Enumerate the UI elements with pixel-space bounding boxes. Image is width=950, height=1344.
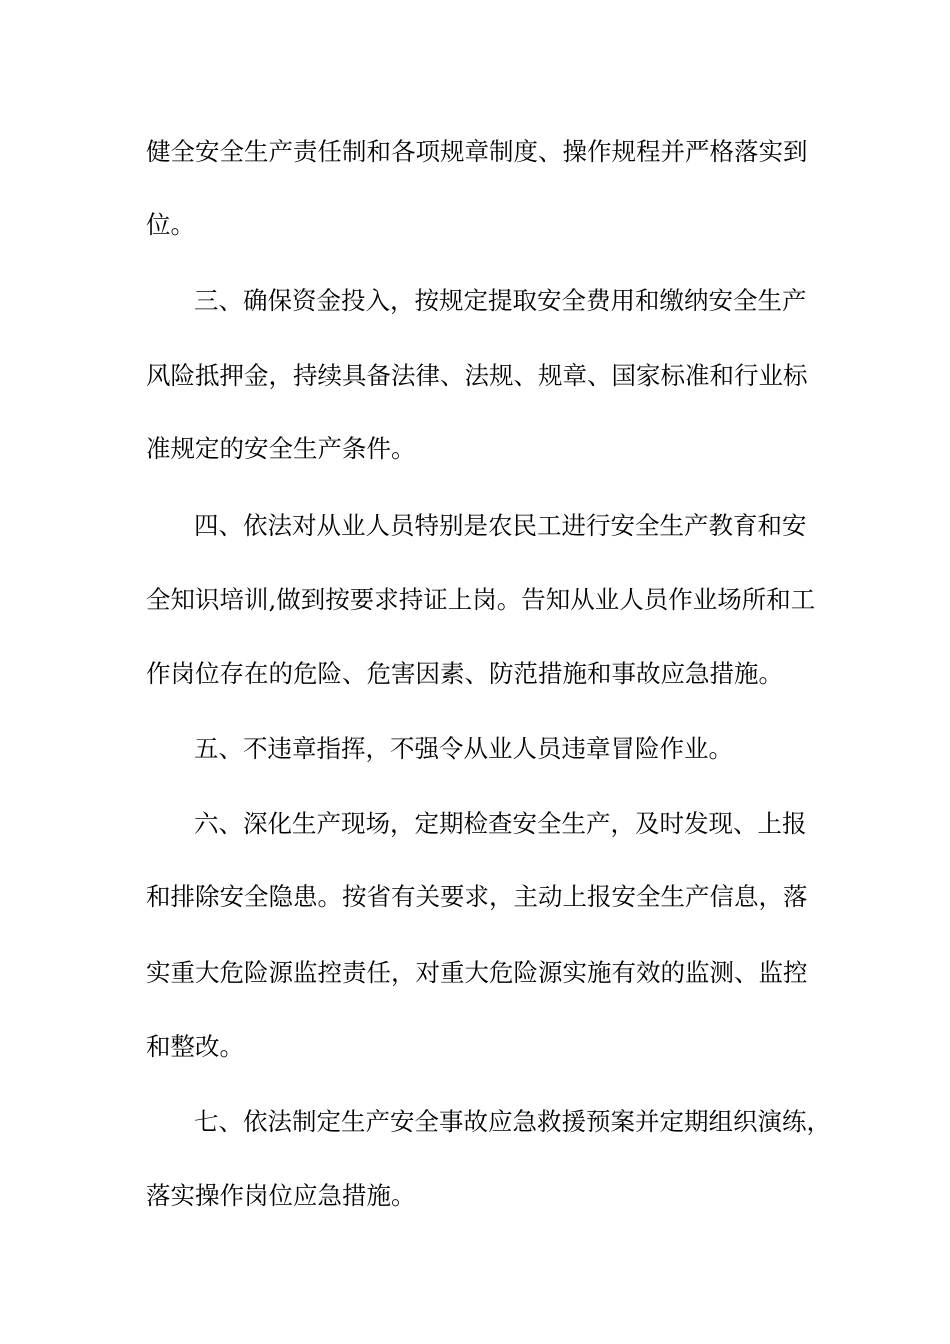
text-line: 准规定的安全生产条件。: [146, 434, 416, 463]
text-line: 落实操作岗位应急措施。: [146, 1181, 416, 1210]
text-line: 六、深化生产现场，定期检查安全生产，及时发现、上报: [194, 809, 807, 838]
text-line: 七、依法制定生产安全事故应急救援预案并定期组织演练，: [194, 1107, 831, 1136]
text-line: 健全安全生产责任制和各项规章制度、操作规程并严格落实到: [146, 137, 808, 166]
text-line: 风险抵押金，持续具备法律、法规、规章、国家标准和行业标: [146, 361, 808, 390]
text-line: 三、确保资金投入，按规定提取安全费用和缴纳安全生产: [194, 286, 807, 315]
text-line: 和整改。: [146, 1032, 244, 1061]
text-line: 全知识培训,做到按要求持证上岗。告知从业人员作业场所和工: [146, 585, 816, 614]
text-line: 作岗位存在的危险、危害因素、防范措施和事故应急措施。: [146, 659, 783, 688]
text-line: 四、依法对从业人员特别是农民工进行安全生产教育和安: [194, 511, 807, 540]
text-line: 五、不违章指挥，不强令从业人员违章冒险作业。: [194, 734, 733, 763]
text-line: 和排除安全隐患。按省有关要求，主动上报安全生产信息，落: [146, 882, 808, 911]
text-line: 实重大危险源监控责任，对重大危险源实施有效的监测、监控: [146, 958, 808, 987]
text-line: 位。: [146, 210, 195, 239]
